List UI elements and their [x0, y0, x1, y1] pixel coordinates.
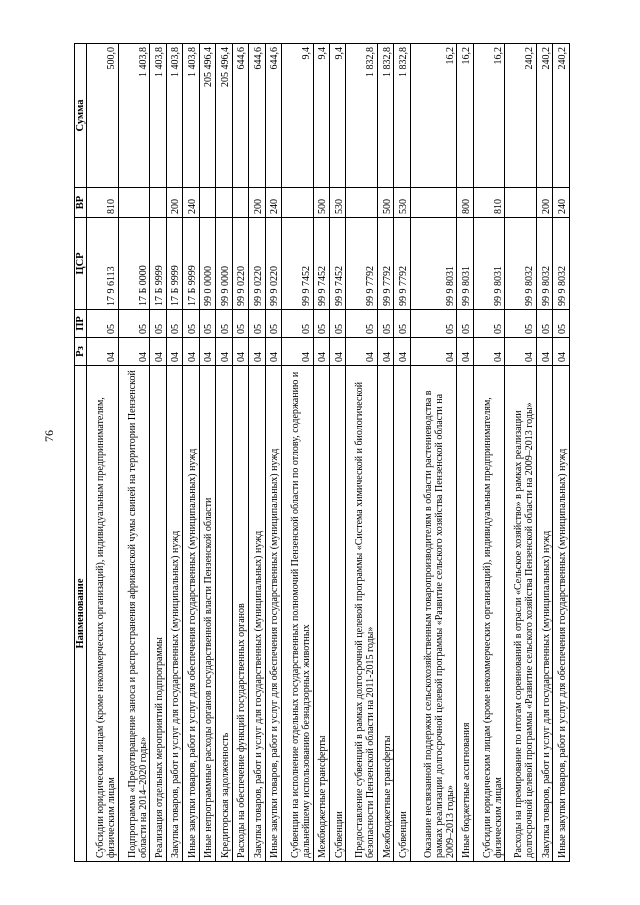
cell-pr: 05 [473, 310, 505, 338]
cell-sum: 1 832,8 [377, 44, 393, 188]
table-row [410, 44, 457, 862]
cell-csr: 99 9 8031 [473, 218, 505, 310]
cell-pr: 05 [281, 310, 313, 338]
cell-name: Субсидии юридическим лицам (кроме некоммерческих организаций), индивидуальным предпринимателям, физическим лицам [87, 366, 119, 862]
cell-name: Субсидии юридическим лицам (кроме некоммерческих организаций), индивидуальным предпринимателям, физическим лицам [473, 366, 505, 862]
cell-rz: 04 [281, 338, 313, 366]
cell-csr: 99 9 7452 [313, 218, 329, 310]
cell-csr: 17 Б 9999 [150, 218, 166, 310]
cell-vr [150, 188, 166, 218]
cell-vr: 200 [166, 188, 182, 218]
cell-csr: 17 Б 9999 [183, 218, 199, 310]
cell-csr: 99 9 8032 [505, 218, 537, 310]
cell-pr: 05 [166, 310, 182, 338]
cell-vr: 500 [377, 188, 393, 218]
cell-pr: 05 [536, 310, 552, 338]
table-row [281, 44, 313, 862]
cell-name: Субвенции [329, 366, 345, 862]
cell-csr: 99 9 7452 [281, 218, 313, 310]
cell-name: Иные непрограммные расходы органов государственной власти Пензенской области [199, 366, 215, 862]
table-row [457, 44, 473, 862]
cell-name: Иные закупки товаров, работ и услуг для обеспечения государственных (муниципальных) нужд [553, 366, 570, 862]
cell-pr: 05 [183, 310, 199, 338]
cell-pr: 05 [118, 310, 150, 338]
table-row [505, 44, 537, 862]
cell-csr: 99 9 7792 [346, 218, 378, 310]
cell-name: Расходы на обеспечение функций государственных органов [232, 366, 248, 862]
cell-csr: 99 9 0220 [265, 218, 281, 310]
cell-sum: 205 496,4 [199, 44, 215, 188]
table-row [536, 44, 552, 862]
cell-vr [232, 188, 248, 218]
cell-sum: 1 403,8 [166, 44, 182, 188]
cell-vr: 800 [457, 188, 473, 218]
table-row [183, 44, 199, 862]
cell-rz: 04 [346, 338, 378, 366]
cell-pr: 05 [265, 310, 281, 338]
table-row [232, 44, 248, 862]
cell-sum: 9,4 [281, 44, 313, 188]
cell-pr: 05 [199, 310, 215, 338]
cell-name: Субвенции на исполнение отдельных государственных полномочий Пензенской области по отлову, содержанию и дальнейшему использованию безнадзорных животных [281, 366, 313, 862]
cell-rz: 04 [505, 338, 537, 366]
cell-sum: 9,4 [329, 44, 345, 188]
table-row [265, 44, 281, 862]
cell-rz: 04 [150, 338, 166, 366]
cell-vr: 810 [87, 188, 119, 218]
cell-vr: 530 [329, 188, 345, 218]
cell-rz: 04 [329, 338, 345, 366]
header-rz: Рз [75, 338, 87, 366]
cell-pr: 05 [232, 310, 248, 338]
cell-vr: 200 [249, 188, 265, 218]
table-row [216, 44, 232, 862]
table-row [553, 44, 570, 862]
cell-sum: 9,4 [313, 44, 329, 188]
cell-vr [216, 188, 232, 218]
cell-rz: 04 [87, 338, 119, 366]
header-pr: ПР [75, 310, 87, 338]
cell-sum: 240,2 [505, 44, 537, 188]
cell-sum: 205 496,4 [216, 44, 232, 188]
cell-sum: 16,2 [473, 44, 505, 188]
cell-sum: 644,6 [249, 44, 265, 188]
cell-csr: 99 9 7792 [377, 218, 393, 310]
cell-vr: 200 [536, 188, 552, 218]
cell-pr: 05 [457, 310, 473, 338]
cell-name: Расходы на премирование по итогам соревнований в отрасли «Сельское хозяйство» в рамках реализации долгосрочной целевой программы «Развитие сельского хозяйства Пензенской области на 2009–2013 годы» [505, 366, 537, 862]
cell-rz: 04 [232, 338, 248, 366]
cell-sum: 1 403,8 [118, 44, 150, 188]
header-name: Наименование [75, 366, 87, 862]
cell-csr: 99 9 8032 [553, 218, 570, 310]
cell-rz: 04 [313, 338, 329, 366]
header-csr: ЦСР [75, 218, 87, 310]
cell-name: Кредиторская задолженность [216, 366, 232, 862]
rotated-table-container [74, 44, 570, 862]
cell-vr [346, 188, 378, 218]
table-row [249, 44, 265, 862]
cell-name: Реализация отдельных мероприятий подпрограммы [150, 366, 166, 862]
cell-csr: 99 9 0220 [232, 218, 248, 310]
cell-vr: 240 [553, 188, 570, 218]
cell-name: Иные закупки товаров, работ и услуг для обеспечения государственных (муниципальных) нужд [183, 366, 199, 862]
cell-pr: 05 [216, 310, 232, 338]
cell-sum: 1 832,8 [394, 44, 410, 188]
cell-sum: 240,2 [536, 44, 552, 188]
cell-sum: 16,2 [410, 44, 457, 188]
cell-vr [199, 188, 215, 218]
cell-rz: 04 [457, 338, 473, 366]
cell-name: Предоставление субвенций в рамках долгосрочной целевой программы «Система химической и биологической безопасности Пензенской области на 2011-2015 годы» [346, 366, 378, 862]
cell-sum: 644,6 [232, 44, 248, 188]
cell-csr: 17 Б 9999 [166, 218, 182, 310]
cell-name: Закупка товаров, работ и услуг для государственных (муниципальных) нужд [166, 366, 182, 862]
cell-csr: 17 9 6113 [87, 218, 119, 310]
cell-pr: 05 [346, 310, 378, 338]
cell-name: Подпрограмма «Предотвращение заноса и распространения африканской чумы свиней на территории Пензенской области на 2014–2020 годы» [118, 366, 150, 862]
cell-rz: 04 [216, 338, 232, 366]
page-number: 76 [42, 430, 56, 442]
cell-rz: 04 [536, 338, 552, 366]
cell-csr: 99 9 7792 [394, 218, 410, 310]
cell-rz: 04 [249, 338, 265, 366]
cell-sum: 1 403,8 [150, 44, 166, 188]
table-row [473, 44, 505, 862]
cell-pr: 05 [249, 310, 265, 338]
cell-csr: 99 0 0000 [199, 218, 215, 310]
cell-rz: 04 [166, 338, 182, 366]
cell-sum: 1 832,8 [346, 44, 378, 188]
cell-rz: 04 [118, 338, 150, 366]
cell-name: Иные закупки товаров, работ и услуг для обеспечения государственных (муниципальных) нужд [265, 366, 281, 862]
cell-pr: 05 [87, 310, 119, 338]
cell-pr: 05 [150, 310, 166, 338]
table-row [329, 44, 345, 862]
cell-vr: 240 [183, 188, 199, 218]
cell-rz: 04 [377, 338, 393, 366]
table-row [394, 44, 410, 862]
cell-pr: 05 [505, 310, 537, 338]
table-row [199, 44, 215, 862]
cell-sum: 644,6 [265, 44, 281, 188]
table-row [377, 44, 393, 862]
cell-name: Иные бюджетные ассигнования [457, 366, 473, 862]
cell-vr [410, 188, 457, 218]
cell-csr: 99 9 8031 [457, 218, 473, 310]
table-body [87, 44, 570, 862]
cell-pr: 05 [329, 310, 345, 338]
cell-vr [118, 188, 150, 218]
cell-rz: 04 [183, 338, 199, 366]
cell-vr [281, 188, 313, 218]
table-header-row [75, 44, 87, 862]
cell-pr: 05 [313, 310, 329, 338]
cell-vr: 810 [473, 188, 505, 218]
table-row [118, 44, 150, 862]
cell-sum: 16,2 [457, 44, 473, 188]
table-row [166, 44, 182, 862]
header-sum: Сумма [75, 44, 87, 188]
cell-pr: 05 [410, 310, 457, 338]
cell-rz: 04 [394, 338, 410, 366]
cell-name: Межбюджетные трансферты [313, 366, 329, 862]
cell-name: Субвенции [394, 366, 410, 862]
cell-name: Закупка товаров, работ и услуг для государственных (муниципальных) нужд [249, 366, 265, 862]
cell-vr [505, 188, 537, 218]
budget-table [74, 43, 570, 862]
cell-rz: 04 [553, 338, 570, 366]
cell-csr: 17 Б 0000 [118, 218, 150, 310]
cell-csr: 99 9 8031 [410, 218, 457, 310]
cell-csr: 99 9 7452 [329, 218, 345, 310]
cell-pr: 05 [553, 310, 570, 338]
cell-csr: 99 9 8032 [536, 218, 552, 310]
cell-vr: 530 [394, 188, 410, 218]
cell-rz: 04 [410, 338, 457, 366]
cell-rz: 04 [199, 338, 215, 366]
table-row [313, 44, 329, 862]
cell-pr: 05 [394, 310, 410, 338]
cell-name: Межбюджетные трансферты [377, 366, 393, 862]
cell-name: Закупка товаров, работ и услуг для государственных (муниципальных) нужд [536, 366, 552, 862]
cell-sum: 1 403,8 [183, 44, 199, 188]
cell-vr: 500 [313, 188, 329, 218]
table-row [87, 44, 119, 862]
cell-name: Оказание несвязанной поддержки сельскохозяйственным товаропроизводителям в области растениеводства в рамках реализации долгосрочной целевой программы «Развитие сельского хозяйства Пензенской области на 2009–2013 годы» [410, 366, 457, 862]
cell-sum: 240,2 [553, 44, 570, 188]
cell-sum: 500,0 [87, 44, 119, 188]
cell-csr: 99 9 0220 [249, 218, 265, 310]
cell-rz: 04 [473, 338, 505, 366]
cell-pr: 05 [377, 310, 393, 338]
table-row [346, 44, 378, 862]
cell-csr: 99 9 0000 [216, 218, 232, 310]
cell-vr: 240 [265, 188, 281, 218]
cell-rz: 04 [265, 338, 281, 366]
header-vr: ВР [75, 188, 87, 218]
table-row [150, 44, 166, 862]
